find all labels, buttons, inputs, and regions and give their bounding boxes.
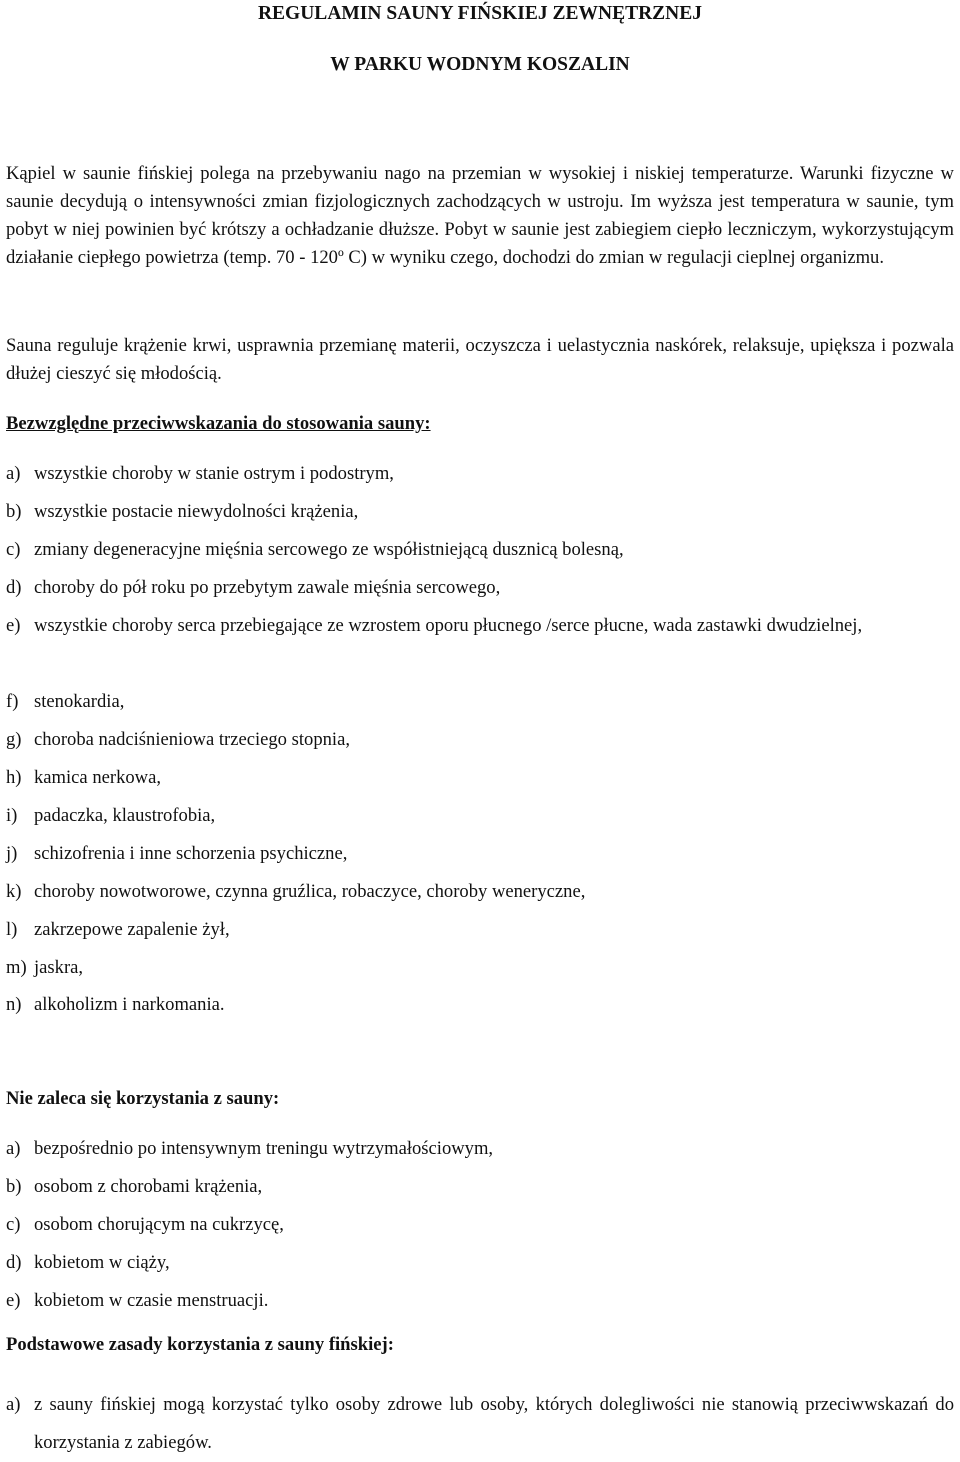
list-marker: l) xyxy=(6,919,18,940)
list-item xyxy=(6,804,954,828)
list-item xyxy=(6,956,954,980)
list-item xyxy=(6,1175,954,1199)
list-item-text: z sauny fińskiej mogą korzystać tylko osoby zdrowe lub osoby, których dolegliwości nie stanowią przeciwwskazań do korzystania z zabiegów. xyxy=(34,1394,954,1453)
list-marker: c) xyxy=(6,539,21,560)
contraindications-heading: Bezwzględne przeciwwskazania do stosowania sauny: xyxy=(6,413,431,434)
list-marker: i) xyxy=(6,805,18,826)
list-marker: a) xyxy=(6,1138,21,1159)
list-marker: k) xyxy=(6,881,22,902)
list-item-text: jaskra, xyxy=(34,957,84,978)
list-item xyxy=(6,880,954,904)
list-item xyxy=(6,607,954,645)
list-item-text: bezpośrednio po intensywnym treningu wytrzymałościowym, xyxy=(34,1138,494,1159)
list-item-text: schizofrenia i inne schorzenia psychiczne, xyxy=(34,843,348,864)
list-marker: e) xyxy=(6,1290,21,1311)
list-item-text: stenokardia, xyxy=(34,691,125,712)
list-item-text: osobom chorującym na cukrzycę, xyxy=(34,1214,284,1235)
list-item-text: alkoholizm i narkomania. xyxy=(34,994,225,1015)
list-item-text: choroba nadciśnieniowa trzeciego stopnia, xyxy=(34,729,350,750)
benefits-paragraph: Sauna reguluje krążenie krwi, usprawnia przemianę materii, oczyszcza i uelastycznia naskórek, relaksuje, upiększa i pozwala dłużej cieszyć się młodością. xyxy=(6,335,954,384)
list-item-text: kobietom w ciąży, xyxy=(34,1252,170,1273)
list-item xyxy=(6,576,954,600)
list-marker: a) xyxy=(6,1394,21,1415)
list-item-text: zakrzepowe zapalenie żył, xyxy=(34,919,230,940)
list-item-text: wszystkie choroby serca przebiegające ze wzrostem oporu płucnego /serce płucne, wada zastawki dwudzielnej, xyxy=(34,615,863,636)
basic-rules-heading: Podstawowe zasady korzystania z sauny fińskiej: xyxy=(6,1334,394,1355)
list-marker: c) xyxy=(6,1214,21,1235)
list-item-text: kobietom w czasie menstruacji. xyxy=(34,1290,269,1311)
list-marker: n) xyxy=(6,994,22,1015)
list-marker: d) xyxy=(6,577,22,598)
list-marker: a) xyxy=(6,463,21,484)
list-marker: m) xyxy=(6,957,27,978)
list-marker: b) xyxy=(6,501,22,522)
list-item-text: choroby do pół roku po przebytym zawale mięśnia sercowego, xyxy=(34,577,501,598)
not-recommended-heading: Nie zaleca się korzystania z sauny: xyxy=(6,1088,280,1109)
list-item xyxy=(6,993,954,1017)
list-item xyxy=(6,500,954,524)
list-item xyxy=(6,728,954,752)
list-item-text: wszystkie postacie niewydolności krążenia, xyxy=(34,501,359,522)
list-item-text: osobom z chorobami krążenia, xyxy=(34,1176,263,1197)
list-marker: f) xyxy=(6,691,19,712)
list-item-text: kamica nerkowa, xyxy=(34,767,161,788)
list-item xyxy=(6,842,954,866)
list-item xyxy=(6,1289,954,1313)
list-marker: j) xyxy=(6,843,18,864)
list-item xyxy=(6,918,954,942)
list-marker: d) xyxy=(6,1252,22,1273)
document-title: REGULAMIN SAUNY FIŃSKIEJ ZEWNĘTRZNEJ xyxy=(257,3,703,24)
list-item-text: choroby nowotworowe, czynna gruźlica, robaczyce, choroby weneryczne, xyxy=(34,881,586,902)
list-item-text: zmiany degeneracyjne mięśnia sercowego ze współistniejącą dusznicą bolesną, xyxy=(34,539,624,560)
list-marker: h) xyxy=(6,767,22,788)
intro-paragraph: Kąpiel w saunie fińskiej polega na przebywaniu nago na przemian w wysokiej i niskiej temperaturze. Warunki fizyczne w saunie decydują o intensywności zmian fizjologicznych zachodzących w ustroju. Im wyższa jest temperatura w saunie, tym pobyt w niej powinien być krótszy a ochładzanie dłuższe. Pobyt w saunie jest zabiegiem ciepło leczniczym, wykorzystującym działanie ciepłego powietrza (temp. 70 - 120º C) w wyniku czego, dochodzi do zmian w regulacji cieplnej organizmu. xyxy=(6,163,954,268)
document-subtitle: W PARKU WODNYM KOSZALIN xyxy=(330,54,630,75)
list-marker: b) xyxy=(6,1176,22,1197)
list-item xyxy=(6,538,954,562)
list-item xyxy=(6,690,954,714)
list-item xyxy=(6,1213,954,1237)
list-item-text: padaczka, klaustrofobia, xyxy=(34,805,216,826)
list-marker: g) xyxy=(6,729,22,750)
list-item xyxy=(6,1386,954,1462)
list-item xyxy=(6,1137,954,1161)
list-item-text: wszystkie choroby w stanie ostrym i podostrym, xyxy=(34,463,394,484)
list-item xyxy=(6,462,954,486)
list-marker: e) xyxy=(6,615,21,636)
list-item xyxy=(6,766,954,790)
list-item xyxy=(6,1251,954,1275)
